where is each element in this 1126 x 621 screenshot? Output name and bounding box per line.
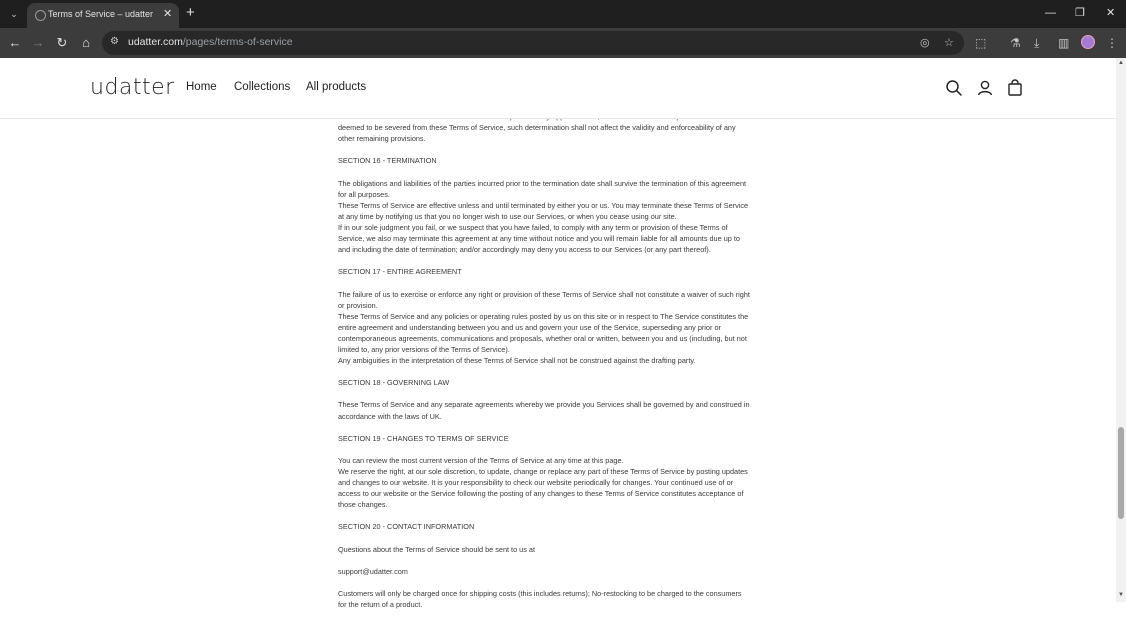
site-logo[interactable]: udatter [90,75,175,100]
labs-flask-icon[interactable]: ⚗ [1010,36,1021,50]
scrollbar-thumb[interactable] [1118,427,1124,519]
clause-fragment: deemed to be severed from these Terms of Service, such determination shall not affect the validity and enforceability of any other remaining provisions. [338,123,736,144]
section-body: The failure of us to exercise or enforce any right or provision of these Terms of Service shall not constitute a waiver of such right or provision. These Terms of Service and any policies or operating rules posted by us on this site or in respect to The Service constitutes the entire agreement and understanding between you and us and govern your use of the Service, superseding any prior or contemporaneous agreements, communications and proposals, whether oral or written, between you and us (including, but not limited to, any prior versions of the Terms of Service). Any ambiguities in the interpretation of these Terms of Service shall not be construed against the drafting party. [338,289,750,366]
scroll-down-arrow-icon[interactable]: ▼ [1118,592,1124,598]
section-heading: SECTION 19 - CHANGES TO TERMS OF SERVICE [338,433,509,443]
section-heading: SECTION 17 - ENTIRE AGREEMENT [338,267,462,277]
tab-close-icon[interactable]: ✕ [163,8,173,20]
tab-title: Terms of Service – udatter [48,9,154,19]
tab-search-icon[interactable]: ⌄ [10,9,18,19]
bookmark-star-icon[interactable]: ☆ [944,37,954,49]
forward-arrow-icon[interactable]: → [31,35,45,50]
back-arrow-icon[interactable]: ← [8,35,22,50]
section-heading: SECTION 16 - TERMINATION [338,156,437,166]
minimize-button[interactable]: — [1045,7,1056,19]
nav-link-collections[interactable]: Collections [234,81,291,93]
contact-intro: Questions about the Terms of Service should be sent to us at [338,544,535,554]
cart-bag-icon[interactable] [1006,79,1024,97]
profile-avatar[interactable] [1081,35,1095,49]
maximize-button[interactable]: ❐ [1075,7,1085,19]
scroll-up-arrow-icon[interactable]: ▲ [1118,60,1124,66]
extensions-icon[interactable]: ⬚ [975,36,987,50]
browser-toolbar [0,28,1126,58]
page-viewport [0,58,1126,610]
search-icon[interactable] [945,79,963,97]
section-heading: SECTION 20 - CONTACT INFORMATION [338,522,475,532]
home-icon[interactable]: ⌂ [82,35,90,50]
new-tab-button[interactable]: + [186,4,195,21]
account-icon[interactable] [976,79,994,97]
section-heading: SECTION 18 - GOVERNING LAW [338,378,450,388]
section-body: You can review the most current version of the Terms of Service at any time at this page. We reserve the right, at our sole discretion, to update, change or replace any part of these Terms of Service by posting updates and changes to our website. It is your responsibility to check our website periodically for changes. Your continued use of or access to our website or the Service following the posting of any changes to these Terms of Service constitutes acceptance of those changes. [338,455,748,510]
site-info-icon[interactable]: ⚙ [110,36,119,47]
nav-link-all-products[interactable]: All products [306,81,367,93]
url-text[interactable]: udatter.com/pages/terms-of-service [128,36,293,48]
section-body: These Terms of Service and any separate agreements whereby we provide you Services shall be governed by and construed in accordance with the laws of UK. [338,400,750,421]
side-panel-icon[interactable]: ▥ [1058,36,1070,50]
address-bar[interactable] [102,31,964,55]
contact-email[interactable]: support@udatter.com [338,566,408,576]
reload-icon[interactable]: ↻ [56,35,68,50]
site-header [0,58,1116,119]
eye-off-icon[interactable]: ◎ [920,37,930,49]
section-body: The obligations and liabilities of the parties incurred prior to the termination date shall survive the termination of this agreement for all purposes. These Terms of Service are effective unless and until terminated by either you or us. You may terminate these Terms of Service at any time by notifying us that you no longer wish to use our Services, or when you cease using our site. If in our sole judgment you fail, or we suspect that you have failed, to comply with any term or provision of these Terms of Service, we also may terminate this agreement at any time without notice and you will remain liable for all amounts due up to and including the date of termination; and/or accordingly may deny you access to our Services (or any part thereof). [338,178,749,255]
nav-link-home[interactable]: Home [186,81,217,93]
download-icon[interactable]: ⤓ [1034,36,1040,50]
close-window-button[interactable]: ✕ [1106,7,1116,19]
globe-icon [35,10,46,21]
menu-icon[interactable]: ⋮ [1106,36,1118,50]
browser-tab-bar [0,0,1126,28]
browser-tab[interactable] [27,3,179,28]
terms-content [338,111,780,621]
page-scrollbar[interactable] [1116,58,1126,602]
shipping-note: Customers will only be charged once for shipping costs (this includes returns); No-restocking to be charged to the consumers for the return of a product. [338,589,742,610]
